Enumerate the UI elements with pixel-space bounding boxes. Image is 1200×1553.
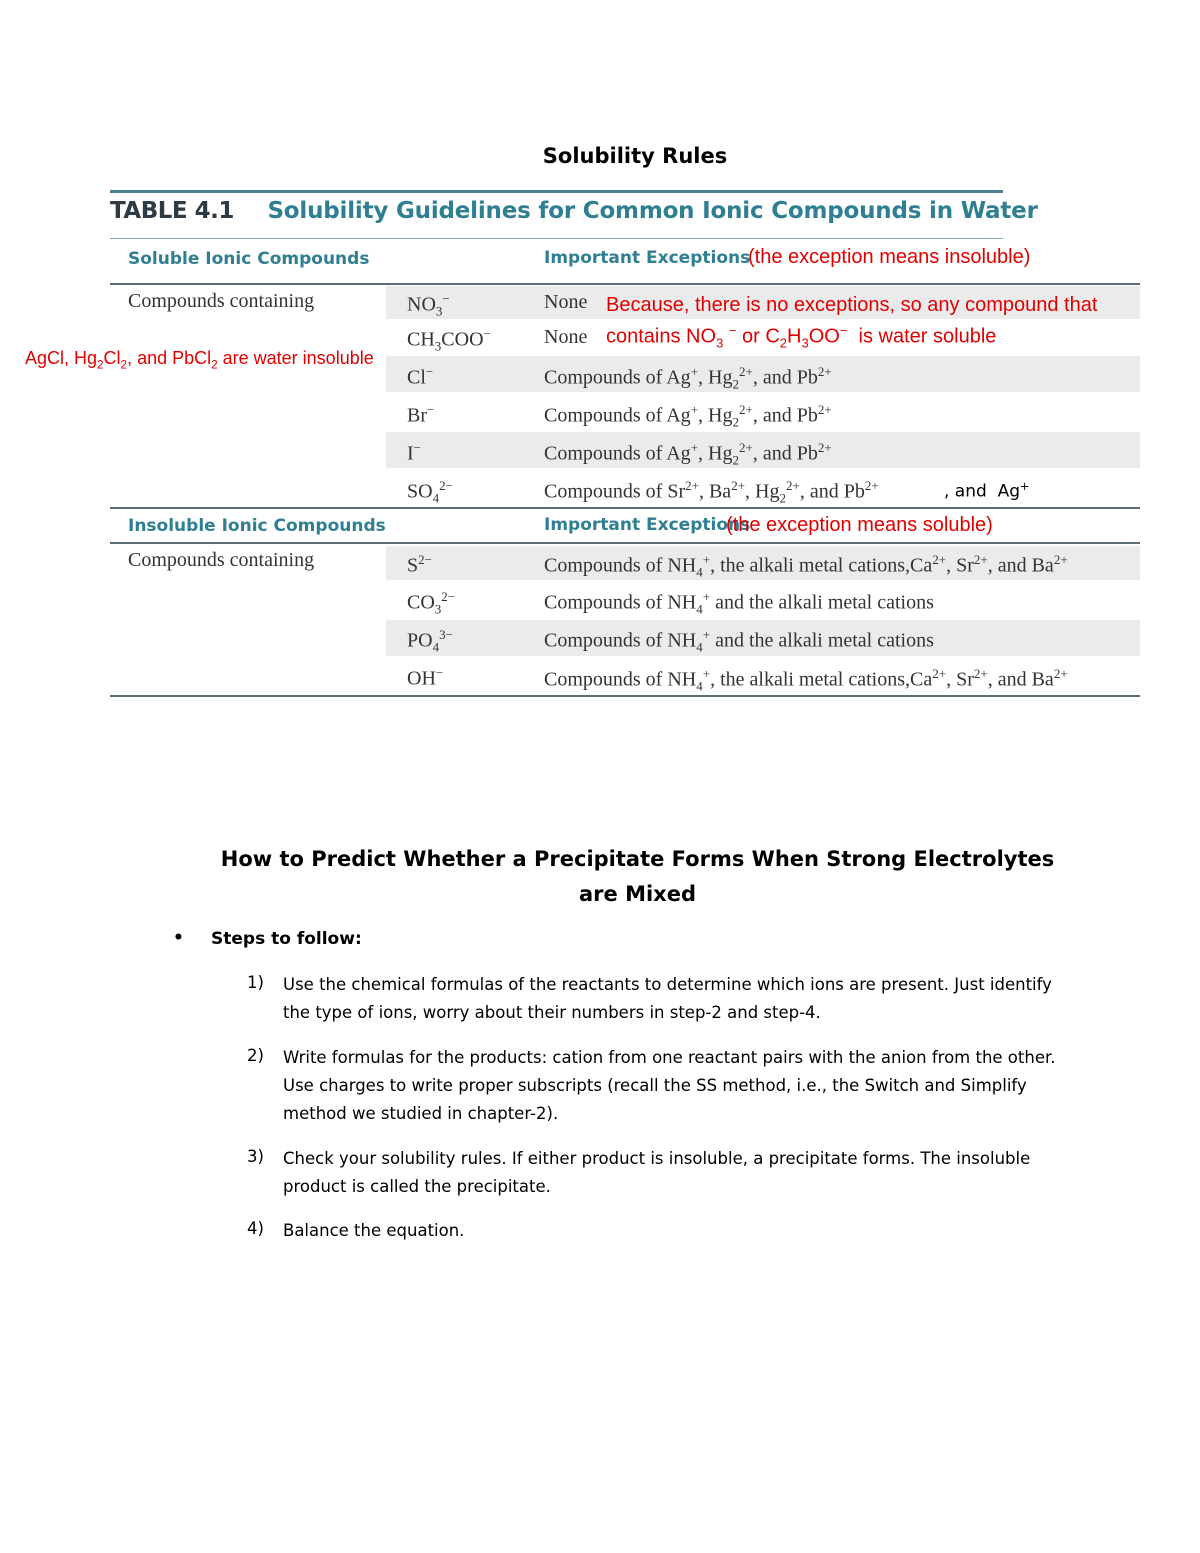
ion-oh: OH− (407, 665, 444, 690)
table-caption-rule (110, 238, 1003, 239)
step-text: Check your solubility rules. If either product is insoluble, a precipitate forms. The insoluble product is called the precipitate. (283, 1149, 1031, 1196)
insoluble-header-rule (110, 542, 1140, 544)
ion-so4: $SO_4^{2-}$ (407, 478, 453, 506)
insoluble-top-rule (110, 507, 1140, 509)
step-text: Write formulas for the products: cation from one reactant pairs with the anion from the other. Use charges to write proper subscripts (recall the SS method, i.e., the Switch and Simplify method we studied in chapter-2). (283, 1048, 1056, 1123)
step-number: 3) (247, 1147, 264, 1166)
soluble-exceptions-header: Important Exceptions (544, 248, 751, 268)
because-note-line2: contains $NO_3$ − or $C_2H_3OO^-$ is water soluble (606, 323, 997, 351)
page-title: Solubility Rules (542, 144, 728, 168)
insoluble-exceptions-header: Important Exceptions (544, 515, 751, 535)
table-bottom-rule (110, 695, 1140, 697)
exception-none: None (544, 326, 588, 348)
bullet-icon: • (173, 928, 184, 948)
exception-s: Compounds of $NH_4^+$, the alkali metal $cations,Ca^{2+}$, $Sr^{2+}$, and $Ba^{2+}$ (544, 552, 1068, 580)
step-number: 1) (247, 973, 264, 992)
and-ag-note: , and Ag+ (944, 480, 1030, 502)
exception-i: Compounds of Ag+, $Hg_2^{2+}$, and $Pb^{2+}$ (544, 440, 832, 468)
step-text: Use the chemical formulas of the reactants to determine which ions are present. Just identify the type of ions, worry about their numbers in step-2 and step-4. (283, 975, 1052, 1022)
ion-br: Br− (407, 402, 435, 427)
step-number: 2) (247, 1046, 264, 1065)
step-text: Balance the equation. (283, 1221, 465, 1240)
compounds-containing-insoluble: Compounds containing (128, 549, 315, 571)
soluble-note: (the exception means soluble) (726, 514, 993, 536)
step-number: 4) (247, 1219, 264, 1238)
table-label: TABLE 4.1 (110, 198, 234, 224)
table-top-rule (110, 190, 1003, 193)
exception-co3: Compounds of $NH_4^+$ and the alkali metal cations (544, 589, 934, 617)
ion-no3: $NO_3^-$ (407, 291, 450, 319)
compounds-containing-soluble: Compounds containing (128, 290, 315, 312)
exception-br: Compounds of Ag+, $Hg_2^{2+}$, and $Pb^{2+}$ (544, 402, 832, 430)
halide-note: AgCl, $Hg_2Cl_2$, and PbCl$_2$ are water insoluble (25, 348, 374, 372)
ion-po4: $PO_4^{3-}$ (407, 627, 453, 655)
ion-i: I− (407, 440, 422, 465)
ion-cl: Cl− (407, 364, 434, 389)
steps-label: Steps to follow: (211, 929, 362, 949)
exception-po4: Compounds of $NH_4^+$ and the alkali metal cations (544, 627, 934, 655)
table-title: Solubility Guidelines for Common Ionic Compounds in Water (267, 198, 1038, 224)
ion-s: $S^{2-}$ (407, 552, 432, 577)
exception-oh: Compounds of $NH_4^+$, the alkali metal $cations,Ca^{2+}$, $Sr^{2+}$, and $Ba^{2+}$ (544, 666, 1068, 694)
ion-ch3coo: $CH_3COO^-$ (407, 326, 491, 354)
insoluble-note: (the exception means insoluble) (748, 246, 1031, 268)
exception-none: None (544, 291, 588, 313)
section-heading: How to Predict Whether a Precipitate Forms When Strong Electrolytes are Mixed (220, 847, 1055, 906)
table-caption (110, 198, 1038, 224)
exception-so4: Compounds of $Sr^{2+}$, $Ba^{2+}$, $Hg_2^{2+}$, and $Pb^{2+}$ (544, 478, 879, 506)
exception-cl: Compounds of Ag+, $Hg_2^{2+}$, and $Pb^{2+}$ (544, 364, 832, 392)
ion-co3: $CO_3^{2-}$ (407, 589, 456, 617)
because-note: Because, there is no exceptions, so any compound that contains $NO_3$ − or $C_2H_3OO^-$ is water soluble (606, 292, 1097, 357)
insoluble-header: Insoluble Ionic Compounds (128, 516, 386, 536)
soluble-header: Soluble Ionic Compounds (128, 249, 370, 269)
soluble-header-rule (110, 283, 1140, 285)
